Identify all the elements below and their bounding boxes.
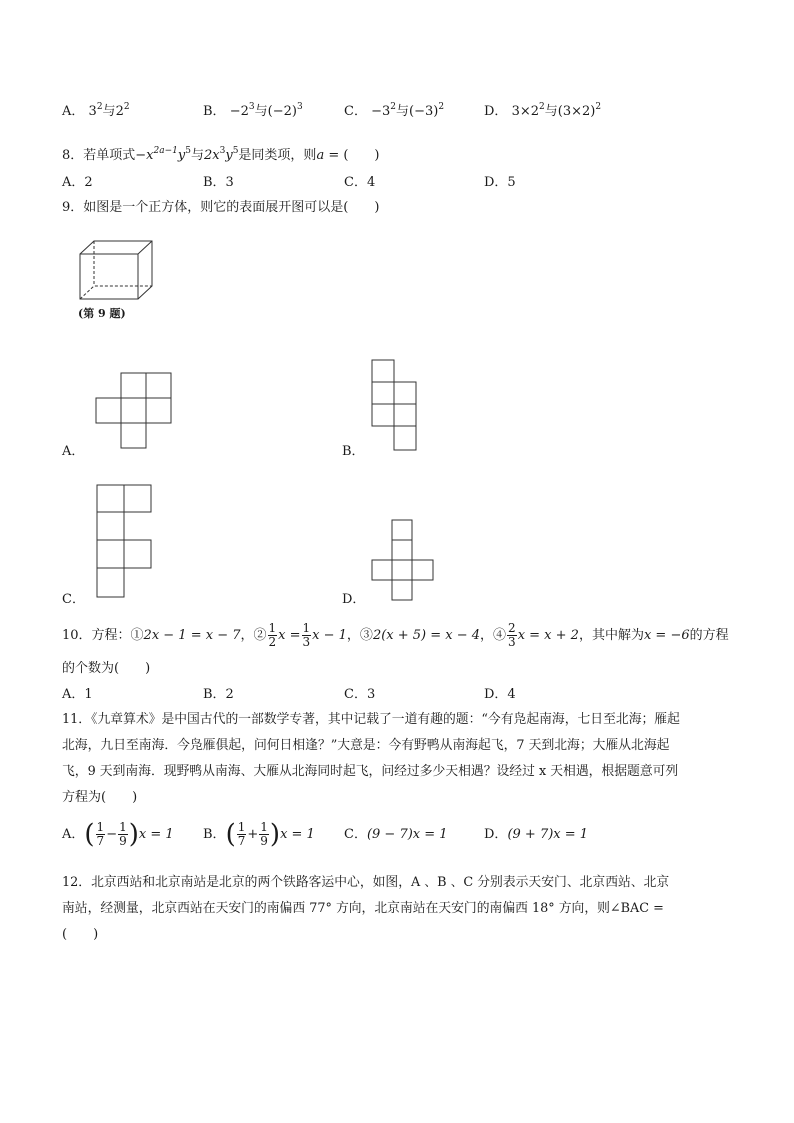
net-b — [371, 359, 419, 453]
q11-option-c: C．(9 − 7)x = 1 — [344, 827, 448, 842]
q8-option-c: C．4 — [344, 175, 376, 190]
q10-stem: 10．方程：①2x − 1 = x − 7，② $\frac{1}{2}$ x = $\frac{1}{3}$ x − 1，③2(x + 5) = x − 4，④ $\frac{2}{3}$ x = x + 2，其中解为x = −6的方程 — [62, 621, 729, 649]
q11-option-a: A．( $\frac{1}{7}$ − $\frac{1}{9}$ )x = 1 — [62, 819, 174, 850]
q10-option-d: D．4 — [484, 687, 516, 702]
q7-option-d: D． $3\times 2^2$与$(3\times 2)^2$ — [484, 102, 602, 119]
q9-label-b: B． — [342, 444, 365, 459]
q10-stem-line2: 的个数为( ) — [62, 661, 151, 676]
q12-line2: 南站，经测量，北京西站在天安门的南偏西 77° 方向，北京南站在天安门的南偏西 18° 方向，则∠BAC = — [62, 901, 664, 916]
q10-option-c: C．3 — [344, 687, 376, 702]
q11-line1: 11．《九章算术》是中国古代的一部数学专著，其中记载了一道有趣的题：“今有凫起南海，七日至北海；雁起 — [62, 712, 680, 727]
q11-option-b: B．( $\frac{1}{7}$ + $\frac{1}{9}$ )x = 1 — [203, 819, 315, 850]
q8-option-b: B．3 — [203, 175, 234, 190]
q11-line2: 北海，九日至南海．今凫雁俱起，问何日相逢？”大意是：今有野鸭从南海起飞，7 天到北海；大雁从北海起 — [62, 738, 670, 753]
q10-option-a: A．1 — [62, 687, 93, 702]
q11-line4: 方程为( ) — [62, 790, 138, 805]
q9-label-a: A． — [62, 444, 85, 459]
q9-label-c: C． — [62, 592, 85, 607]
q8-option-d: D．5 — [484, 175, 516, 190]
q8-stem: 8．若单项式$-x^{2a-1}y^5$与$2x^3y^5$是同类项，则a = ( ) — [62, 146, 380, 163]
q8-option-a: A．2 — [62, 175, 93, 190]
q11-line3: 飞，9 天到南海．现野鸭从南海、大雁从北海同时起飞，问经过多少天相遇？设经过 x 天相遇，根据题意可列 — [62, 764, 679, 779]
net-c — [96, 484, 154, 600]
q12-line3: ( ) — [62, 927, 99, 942]
net-d — [371, 519, 437, 603]
q9-label-d: D． — [342, 592, 366, 607]
q9-figure-caption: (第 9 题) — [78, 307, 126, 320]
q11-option-d: D．(9 + 7)x = 1 — [484, 827, 589, 842]
q10-option-b: B．2 — [203, 687, 234, 702]
q7-option-c: C． $-3^2$与$(-3)^2$ — [344, 102, 445, 119]
q7-option-b: B． $-2^3$与$(-2)^3$ — [203, 102, 303, 119]
q7-option-a: A． $3^2$与$2^2$ — [62, 102, 130, 119]
q9-stem: 9．如图是一个正方体，则它的表面展开图可以是( ) — [62, 200, 380, 215]
cube-figure — [74, 234, 154, 304]
q12-line1: 12．北京西站和北京南站是北京的两个铁路客运中心，如图，A 、B 、C 分别表示天安门、北京西站、北京 — [62, 875, 670, 890]
net-a — [94, 372, 176, 450]
